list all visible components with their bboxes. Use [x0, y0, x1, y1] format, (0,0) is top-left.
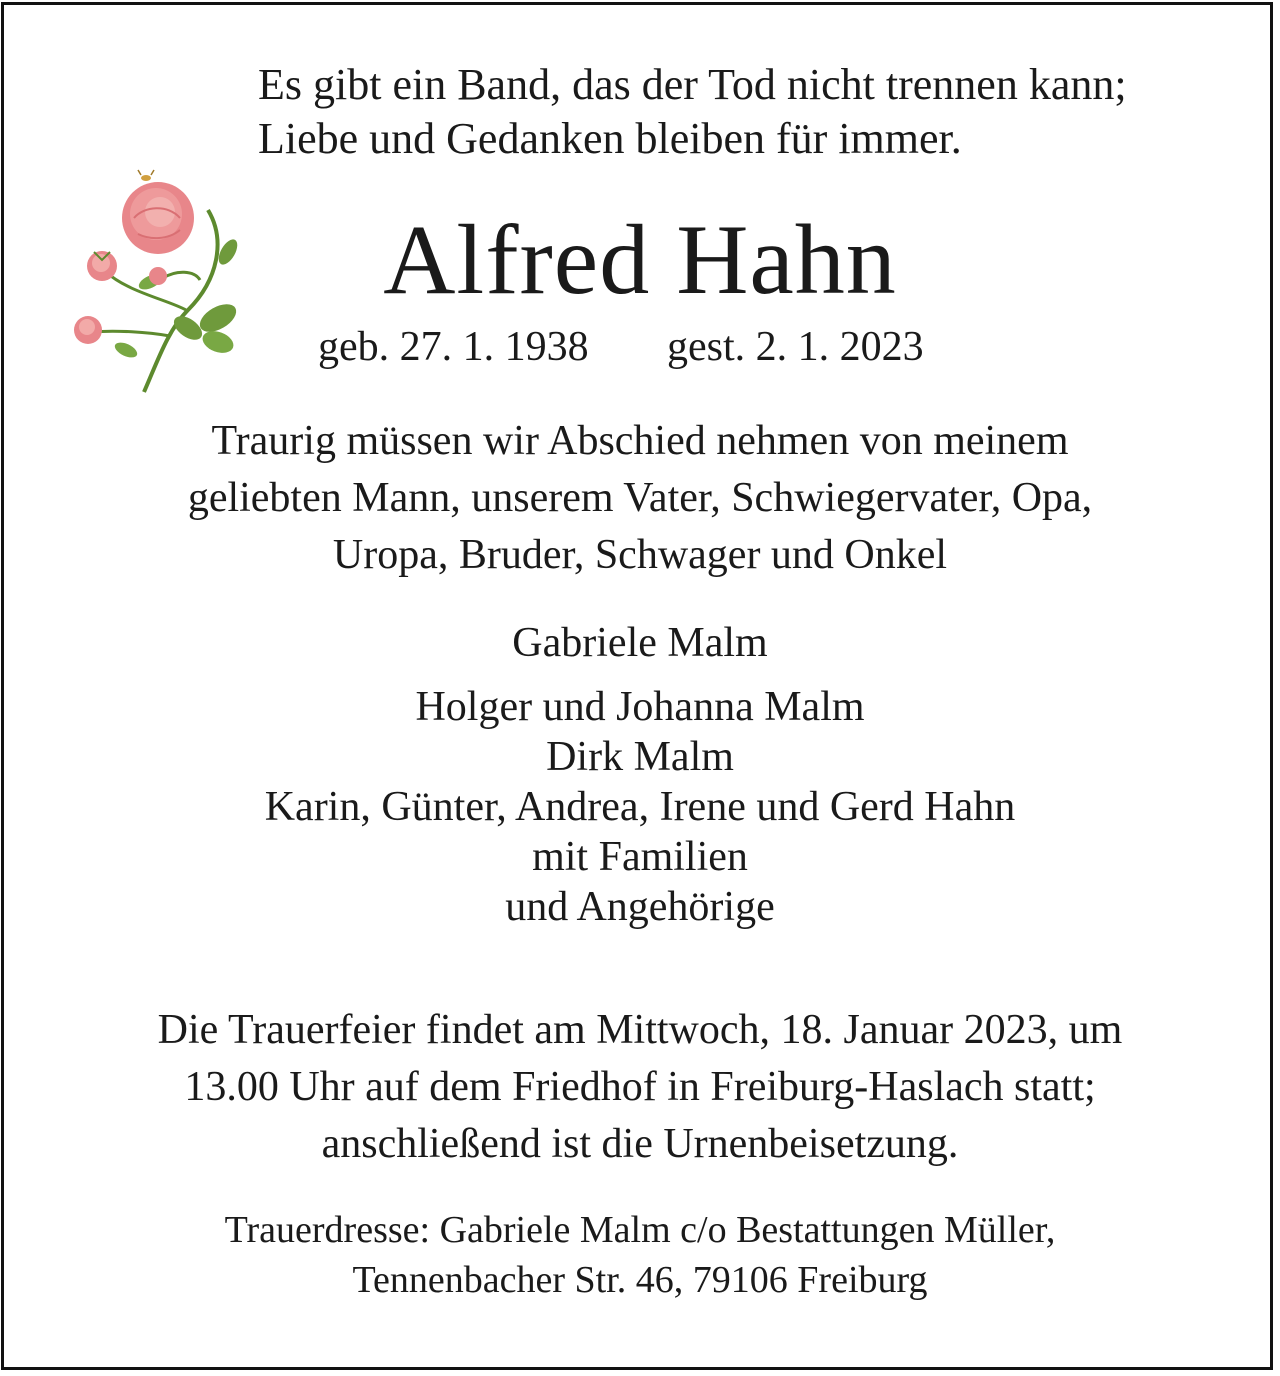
address-line: Trauerdresse: Gabriele Malm c/o Bestattungen Müller, [224, 1209, 1056, 1251]
deceased-name: Alfred Hahn [383, 204, 897, 315]
family-line: Holger und Johanna Malm [415, 684, 865, 730]
announcement-line: geliebten Mann, unserem Vater, Schwiegervater, Opa, [187, 475, 1093, 521]
motto-line: Es gibt ein Band, das der Tod nicht trennen kann; [258, 60, 1127, 109]
announcement-line: Traurig müssen wir Abschied nehmen von meinem [211, 418, 1069, 464]
announcement-line: Uropa, Bruder, Schwager und Onkel [332, 532, 948, 578]
memorial-motto [258, 58, 1127, 166]
family-line: Karin, Günter, Andrea, Irene und Gerd Hahn [264, 784, 1016, 830]
family-list [0, 682, 1280, 932]
funeral-line: Die Trauerfeier findet am Mittwoch, 18. Januar 2023, um [157, 1007, 1123, 1053]
birth-date: geb. 27. 1. 1938 [318, 324, 589, 370]
death-date: gest. 2. 1. 2023 [667, 324, 924, 370]
mourning-announcement [0, 413, 1280, 584]
family-line: mit Familien [532, 834, 748, 880]
motto-line: Liebe und Gedanken bleiben für immer. [258, 114, 962, 163]
funeral-line: anschließend ist die Urnenbeisetzung. [321, 1121, 959, 1167]
family-line: und Angehörige [505, 884, 775, 930]
funeral-line: 13.00 Uhr auf dem Friedhof in Freiburg-Haslach statt; [184, 1064, 1096, 1110]
widow-name: Gabriele Malm [512, 620, 768, 666]
mourning-address [0, 1205, 1280, 1305]
address-line: Tennenbacher Str. 46, 79106 Freiburg [352, 1259, 928, 1301]
family-line: Dirk Malm [546, 734, 734, 780]
funeral-details [0, 1002, 1280, 1173]
